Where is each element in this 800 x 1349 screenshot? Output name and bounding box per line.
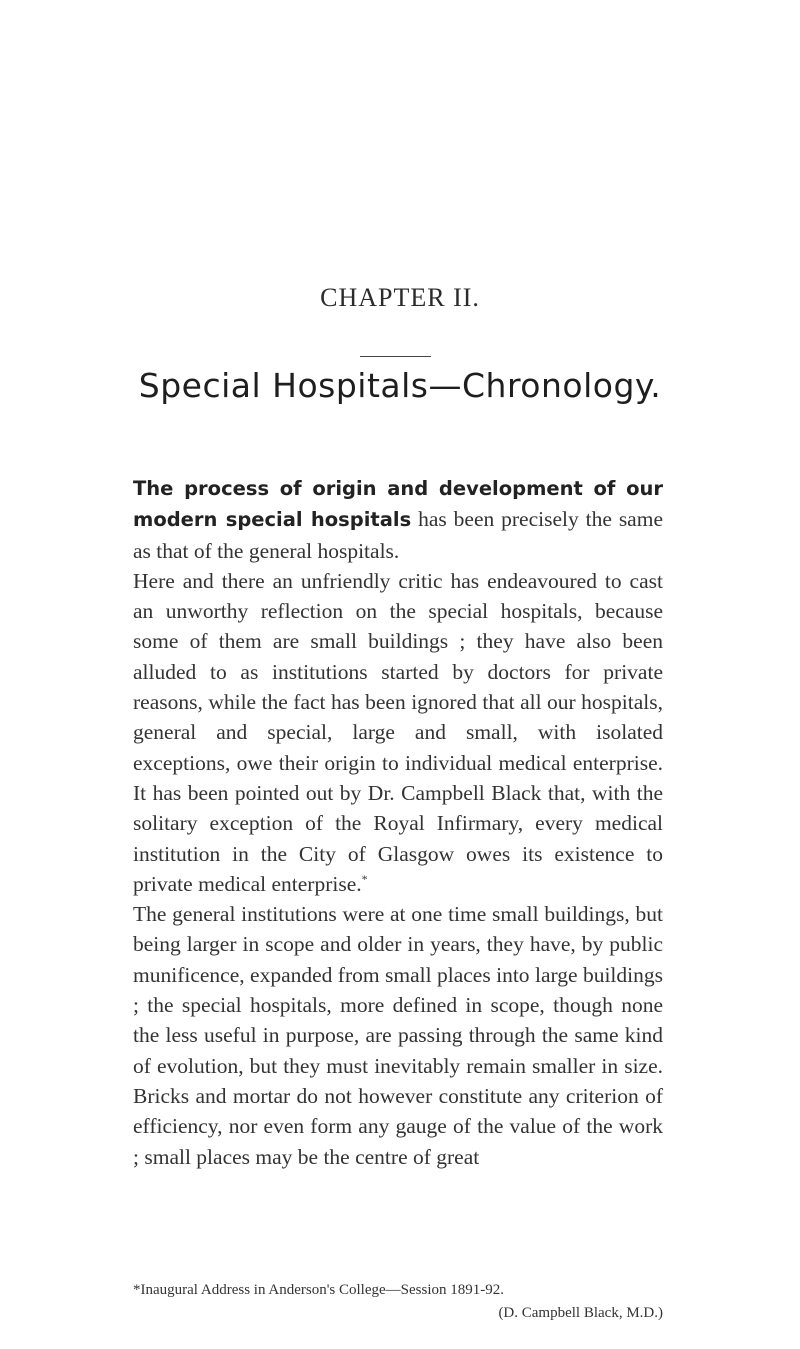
divider-rule xyxy=(360,356,431,357)
page-title: Special Hospitals—Chronology. xyxy=(138,366,662,405)
body-text xyxy=(133,473,663,1172)
paragraph-1-rest: has been precisely the same as that of the general hospitals. xyxy=(133,507,663,563)
footnote-citation: *Inaugural Address in Anderson's College—Session 1891-92. xyxy=(133,1282,505,1298)
paragraph-1-lead: The process of origin and development of our modern special hospitals xyxy=(133,477,663,532)
paragraph-1 xyxy=(133,473,663,566)
paragraph-2-text: Here and there an unfriendly critic has endeavoured to cast an unworthy reflection on the special hospitals, because some of them are small buildings ; they have also been alluded to as institutions started by doctors for private reasons, while the fact has been ignored that all our hospitals, general and special, large and small, with isolated exceptions, owe their origin to individual medical enterprise. It has been pointed out by Dr. Campbell Black that, with the solitary exception of the Royal Infirmary, every medical institution in the City of Glasgow owes its existence to private medical enterprise. xyxy=(133,568,663,896)
footnote-author: (D. Campbell Black, M.D.) xyxy=(498,1305,663,1321)
footnote xyxy=(133,1279,663,1325)
chapter-heading: CHAPTER II. xyxy=(320,283,480,312)
paragraph-3 xyxy=(133,899,663,1172)
footnote-marker: * xyxy=(361,871,368,886)
paragraph-2 xyxy=(133,566,663,899)
paragraph-3-text: The general institutions were at one time small buildings, but being larger in scope and older in years, they have, by public munificence, expanded from small places into large buildings ; the special hospitals, more defined in scope, though none the less useful in purpose, are passing through the same kind of evolution, but they must inevitably remain smaller in size. Bricks and mortar do not however constitute any criterion of efficiency, nor even form any gauge of the value of the work ; small places may be the centre of great xyxy=(133,902,663,1169)
